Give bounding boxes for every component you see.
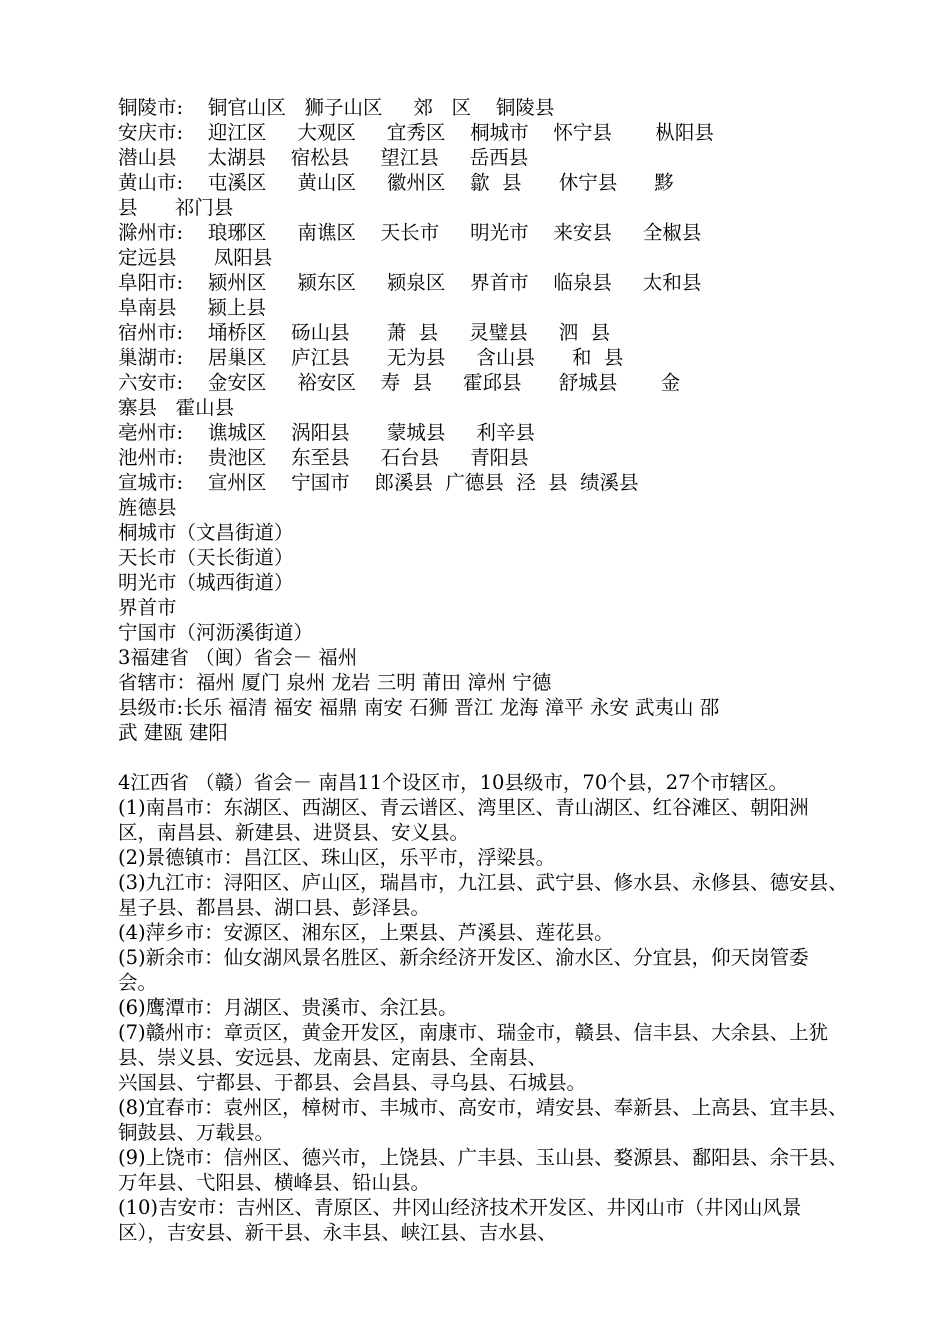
text-line: 安庆市: 迎江区 大观区 宜秀区 桐城市 怀宁县 枞阳县 <box>118 121 714 144</box>
text-line: (5)新余市：仙女湖风景名胜区、新余经济开发区、渝水区、分宜县，仰天岗管委 <box>118 946 809 969</box>
text-line: 桐城市（文昌街道） <box>118 521 294 544</box>
text-line: 旌德县 <box>118 496 177 519</box>
text-line: 星子县、都昌县、湖口县、彭泽县。 <box>118 896 431 919</box>
text-line: (9)上饶市：信州区、德兴市，上饶县、广丰县、玉山县、婺源县、鄱阳县、余干县、 <box>118 1146 848 1169</box>
text-line: 万年县、弋阳县、横峰县、铅山县。 <box>118 1171 431 1194</box>
text-line: 县 祁门县 <box>118 196 234 219</box>
text-line: 宿州市: 埇桥区 砀山县 萧 县 灵璧县 泗 县 <box>118 321 611 344</box>
text-line: 区，南昌县、新建县、进贤县、安义县。 <box>118 821 470 844</box>
text-line: (7)赣州市：章贡区，黄金开发区，南康市、瑞金市，赣县、信丰县、大余县、上犹 <box>118 1021 829 1044</box>
text-line: 黄山市: 屯溪区 黄山区 徽州区 歙 县 休宁县 黟 <box>118 171 674 194</box>
text-line: 兴国县、宁都县、于都县、会昌县、寻乌县、石城县。 <box>118 1071 587 1094</box>
text-line: 县、崇义县、安远县、龙南县、定南县、全南县、 <box>118 1046 548 1069</box>
text-line: 区），吉安县、新干县、永丰县、峡江县、吉水县、 <box>118 1221 557 1244</box>
text-line: 定远县 凤阳县 <box>118 246 273 269</box>
text-line: 亳州市: 谯城区 涡阳县 蒙城县 利辛县 <box>118 421 535 444</box>
text-line: 潜山县 太湖县 宿松县 望江县 岳西县 <box>118 146 529 169</box>
text-line: 六安市: 金安区 裕安区 寿 县 霍邱县 舒城县 金 <box>118 371 681 394</box>
text-line: 阜阳市: 颍州区 颍东区 颍泉区 界首市 临泉县 太和县 <box>118 271 702 294</box>
text-line: 会。 <box>118 971 158 994</box>
text-line: (1)南昌市：东湖区、西湖区、青云谱区、湾里区、青山湖区、红谷滩区、朝阳洲 <box>118 796 809 819</box>
text-line: (6)鹰潭市：月湖区、贵溪市、余江县。 <box>118 996 458 1019</box>
text-line: 巢湖市: 居巢区 庐江县 无为县 含山县 和 县 <box>118 346 624 369</box>
document-body <box>118 95 878 1245</box>
text-line: 宣城市: 宣州区 宁国市 郎溪县 广德县 泾 县 绩溪县 <box>118 471 639 494</box>
text-line: 阜南县 颍上县 <box>118 296 266 319</box>
text-line: (3)九江市：浔阳区、庐山区，瑞昌市，九江县、武宁县、修水县、永修县、德安县、 <box>118 871 848 894</box>
text-line: 寨县 霍山县 <box>118 396 235 419</box>
text-line: 滁州市: 琅琊区 南谯区 天长市 明光市 来安县 全椒县 <box>118 221 702 244</box>
text-line: 明光市（城西街道） <box>118 571 294 594</box>
text-line: 界首市 <box>118 596 177 619</box>
text-line: 省辖市：福州 厦门 泉州 龙岩 三明 莆田 漳州 宁德 <box>118 671 552 694</box>
text-line: 铜陵市: 铜官山区 狮子山区 郊 区 铜陵县 <box>118 96 555 119</box>
text-line: 铜鼓县、万载县。 <box>118 1121 275 1144</box>
text-line: 池州市: 贵池区 东至县 石台县 青阳县 <box>118 446 529 469</box>
text-line: (2)景德镇市：昌江区、珠山区，乐平市，浮梁县。 <box>118 846 556 869</box>
text-line: (4)萍乡市：安源区、湘东区，上栗县、芦溪县、莲花县。 <box>118 921 614 944</box>
text-line: 宁国市（河沥溪街道） <box>118 621 314 644</box>
text-line: 3福建省 （闽）省会－ 福州 <box>118 646 358 669</box>
blank-line <box>118 745 878 770</box>
text-line: 天长市（天长街道） <box>118 546 294 569</box>
text-line: (8)宜春市：袁州区，樟树市、丰城市、高安市，靖安县、奉新县、上高县、宜丰县、 <box>118 1096 848 1119</box>
text-line: 4江西省 （赣）省会－ 南昌11个设区市，10县级市，70个县，27个市辖区。 <box>118 771 789 794</box>
text-line: (10)吉安市：吉州区、青原区、井冈山经济技术开发区、井冈山市（井冈山风景 <box>118 1196 802 1219</box>
text-line: 县级市:长乐 福清 福安 福鼎 南安 石狮 晋江 龙海 漳平 永安 武夷山 邵 <box>118 696 720 719</box>
text-line: 武 建瓯 建阳 <box>118 721 228 744</box>
